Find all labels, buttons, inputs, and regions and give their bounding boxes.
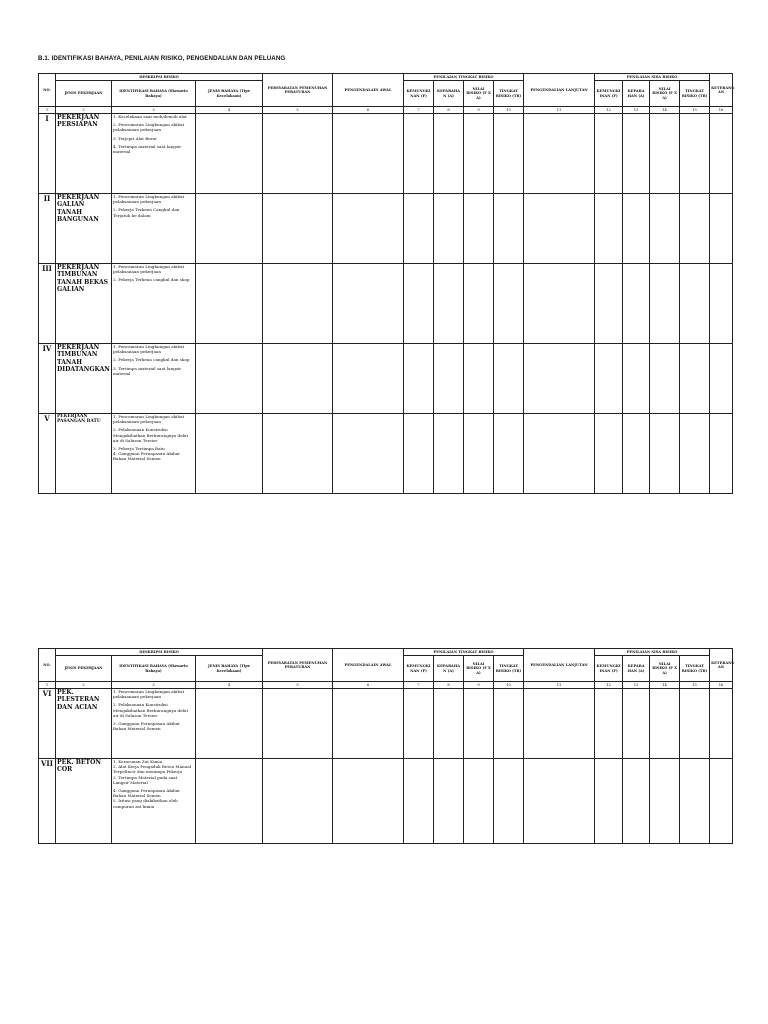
column-number: 8: [434, 107, 464, 114]
column-number: 3: [112, 107, 196, 114]
hazard-item: 1. Pencemaran Lingkungan akibat pelaksanaan pekerjaan: [113, 264, 185, 275]
header-tingkat-risiko: TINGKAT RISIKO (TR): [494, 656, 524, 682]
hazard-item: 2. Pencemaran Lingkungan akibat pelaksanaan pekerjaan: [113, 122, 185, 133]
column-number: 7: [404, 107, 434, 114]
row-number: III: [39, 264, 56, 344]
header-identifikasi-bahaya: IDENTIFIKASI BAHAYA (Skenario Bahaya): [112, 81, 196, 107]
column-number: 7: [404, 682, 434, 689]
hazard-list: [112, 344, 196, 414]
column-number: 4: [196, 107, 263, 114]
header-keparahan: KEPARAHA N (A): [434, 81, 464, 107]
hazard-item: 3. Tertimpa Material pada saat Langsir Material: [113, 774, 178, 785]
column-number: 11: [524, 682, 595, 689]
column-number-row: [39, 682, 733, 689]
header-jenis-pekerjaan: JENIS PEKERJAAN: [56, 81, 112, 107]
hazard-item: 1. Pencemaran Lingkungan akibat pelaksanaan pekerjaan: [113, 194, 185, 205]
hazard-item: 2. Pekerja Terkena cangkul dan skop: [113, 357, 190, 363]
table-row: [39, 264, 733, 344]
hazard-item: 2. Alat Kerja Pengaduk Beton Manual Terpelincir dan menimpa Pekerja: [113, 764, 192, 775]
column-number: 10: [494, 107, 524, 114]
hazard-list: [112, 264, 196, 344]
column-number: 5: [263, 107, 333, 114]
column-number: 10: [494, 682, 524, 689]
hazard-item: 4. Tertimpa material saat langsir material: [113, 143, 182, 155]
header-pengendalian-lanjutan: PENGENDALIAN LANJUTAN: [524, 649, 595, 682]
header-deskripsi-risiko: DESKRIPSI RISIKO: [56, 649, 263, 656]
header-keparahan: KEPARAHA N (A): [434, 656, 464, 682]
header-deskripsi-risiko: DESKRIPSI RISIKO: [56, 74, 263, 81]
header-jenis-pekerjaan: JENIS PEKERJAAN: [56, 656, 112, 682]
risk-table-2: [38, 648, 733, 844]
column-number: 13: [623, 107, 650, 114]
column-number: 2: [56, 107, 112, 114]
header-persyaratan: PERSYARATAN PEMENUHAN PERATURAN: [263, 649, 333, 682]
risk-table-1: [38, 73, 733, 494]
hazard-list: [112, 689, 196, 759]
column-number: 6: [333, 682, 404, 689]
header-sisa-nilai: NILAI RISIKO (F X A): [650, 81, 680, 107]
row-number: V: [39, 414, 56, 494]
header-penilaian-tingkat-risiko: PENILAIAN TINGKAT RISIKO: [404, 74, 524, 81]
table-row: [39, 689, 733, 759]
header-sisa-keparahan: KEPARA HAN (A): [623, 81, 650, 107]
column-number: 13: [623, 682, 650, 689]
table-row: [39, 194, 733, 264]
job-name: PEKERJAAN PERSIAPAN: [56, 114, 112, 194]
table-row: [39, 759, 733, 844]
hazard-item: 2. Pekerja Terkena cangkul dan skop: [113, 277, 190, 283]
hazard-item: 3. Pekerja Tertimpa Batu: [113, 446, 165, 452]
header-kemungkinan: KEMUNGKI NAN (F): [404, 656, 434, 682]
column-number: 4: [196, 682, 263, 689]
header-no: NO.: [39, 74, 56, 107]
hazard-list: [112, 759, 196, 844]
column-number: 3: [112, 682, 196, 689]
hazard-item: 3. Terjepit Alat Berat: [113, 135, 157, 141]
hazard-item: 4. Gangguan Pernapasan Akibat Bahan Material Semen: [113, 788, 180, 799]
column-number: 1: [39, 682, 56, 689]
column-number: 12: [595, 682, 623, 689]
hazard-item: 2. Pekerja Terkena Cangkul dan Terjatuh ke dalam: [113, 207, 180, 218]
header-jenis-bahaya: JENIS BAHAYA (Tipe Kecelakaan): [196, 656, 263, 682]
header-pengendalian-lanjutan: PENGENDALIAN LANJUTAN: [524, 74, 595, 107]
column-number: 8: [434, 682, 464, 689]
column-number: 14: [650, 107, 680, 114]
row-number: VII: [39, 759, 56, 844]
column-number: 12: [595, 107, 623, 114]
job-name: PEKERJAAN PASANGAN BATU: [56, 414, 112, 494]
row-number: II: [39, 194, 56, 264]
column-number: 11: [524, 107, 595, 114]
header-sisa-tingkat: TINGKAT RISIKO (TR): [680, 656, 710, 682]
hazard-item: 5. Iritasi yang diakibatkan oleh campuran zat kimia: [113, 798, 178, 809]
table-row: [39, 114, 733, 194]
hazard-item: 3. Tertimpa material saat langsir material: [113, 365, 182, 376]
column-number: 1: [39, 107, 56, 114]
column-number: 9: [464, 107, 494, 114]
header-sisa-keparahan: KEPARA HAN (A): [623, 656, 650, 682]
job-name: PEKERJAAN GALIAN TANAH BANGUNAN: [56, 194, 112, 264]
header-no: NO.: [39, 649, 56, 682]
column-number-row: [39, 107, 733, 114]
hazard-item: 1. Kecelakaan saat mob/demob alat: [113, 114, 187, 119]
header-persyaratan: PERSYARATAN PEMENUHAN PERATURAN: [263, 74, 333, 107]
header-keterangan: KETERANG AN: [710, 74, 733, 107]
header-sisa-kemungkinan: KEMUNGKI INAN (F): [595, 656, 623, 682]
hazard-list: [112, 414, 196, 494]
row-number: IV: [39, 344, 56, 414]
header-identifikasi-bahaya: IDENTIFIKASI BAHAYA (Skenario Bahaya): [112, 656, 196, 682]
hazard-item: 4. Gangguan Pernapasan Akibat Bahan Material Semen: [113, 451, 180, 462]
header-penilaian-sisa-risiko: PENILAIAN SISA RISIKO: [595, 649, 710, 656]
hazard-list: [112, 114, 196, 194]
hazard-item: 1. Pencemaran Lingkungan akibat pelaksanaan pekerjaan: [113, 689, 185, 700]
job-name: PEKERJAAN TIMBUNAN TANAH DIDATANGKAN: [56, 344, 112, 414]
header-nilai-risiko: NILAI RISIKO (F X A): [464, 81, 494, 107]
hazard-list: [112, 194, 196, 264]
column-number: 15: [680, 107, 710, 114]
header-nilai-risiko: NILAI RISIKO (F X A): [464, 656, 494, 682]
header-sisa-kemungkinan: KEMUNGKI INAN (F): [595, 81, 623, 107]
row-number: VI: [39, 689, 56, 759]
header-sisa-nilai: NILAI RISIKO (F X A): [650, 656, 680, 682]
header-tingkat-risiko: TINGKAT RISIKO (TR): [494, 81, 524, 107]
column-number: 6: [333, 107, 404, 114]
column-number: 16: [710, 107, 733, 114]
hazard-item: 2. Pelaksanaan Konstruksi Mengakibatkan Berkurangnya debit air di Saluran Tersier: [113, 427, 189, 443]
header-penilaian-sisa-risiko: PENILAIAN SISA RISIKO: [595, 74, 710, 81]
row-number: I: [39, 114, 56, 194]
column-number: 9: [464, 682, 494, 689]
header-keterangan: KETERANG AN: [710, 649, 733, 682]
table-row: [39, 344, 733, 414]
column-number: 16: [710, 682, 733, 689]
column-number: 5: [263, 682, 333, 689]
table-row: [39, 414, 733, 494]
header-jenis-bahaya: JENIS BAHAYA (Tipe Kecelakaan): [196, 81, 263, 107]
hazard-item: 1. Pencemaran Lingkungan akibat pelaksanaan pekerjaan: [113, 344, 185, 355]
header-sisa-tingkat: TINGKAT RISIKO (TR): [680, 81, 710, 107]
header-pengendalian-awal: PENGENDALAIN AWAL: [333, 649, 404, 682]
page-title: B.1. IDENTIFIKASI BAHAYA, PENILAIAN RISIKO, PENGENDALIAN DAN PELUANG: [38, 55, 286, 62]
header-pengendalian-awal: PENGENDALAIN AWAL: [333, 74, 404, 107]
job-name: PEK. PLESTERAN DAN ACIAN: [56, 689, 112, 759]
header-penilaian-tingkat-risiko: PENILAIAN TINGKAT RISIKO: [404, 649, 524, 656]
job-name: PEKERJAAN TIMBUNAN TANAH BEKAS GALIAN: [56, 264, 112, 344]
column-number: 15: [680, 682, 710, 689]
job-name: PEK. BETON COR: [56, 759, 112, 844]
header-kemungkinan: KEMUNGKI NAN (F): [404, 81, 434, 107]
column-number: 14: [650, 682, 680, 689]
hazard-item: 3. Gangguan Pernapasan Akibat Bahan Material Semen: [113, 721, 180, 732]
hazard-item: 2. Pelaksanaan Konstruksi Mengakibatkan Berkurangnya debit air di Saluran Tersier: [113, 702, 189, 718]
hazard-item: 1. Keracunan Zat Kimia: [113, 759, 163, 764]
column-number: 2: [56, 682, 112, 689]
hazard-item: 1. Pencemaran Lingkungan akibat pelaksanaan pekerjaan: [113, 414, 185, 425]
